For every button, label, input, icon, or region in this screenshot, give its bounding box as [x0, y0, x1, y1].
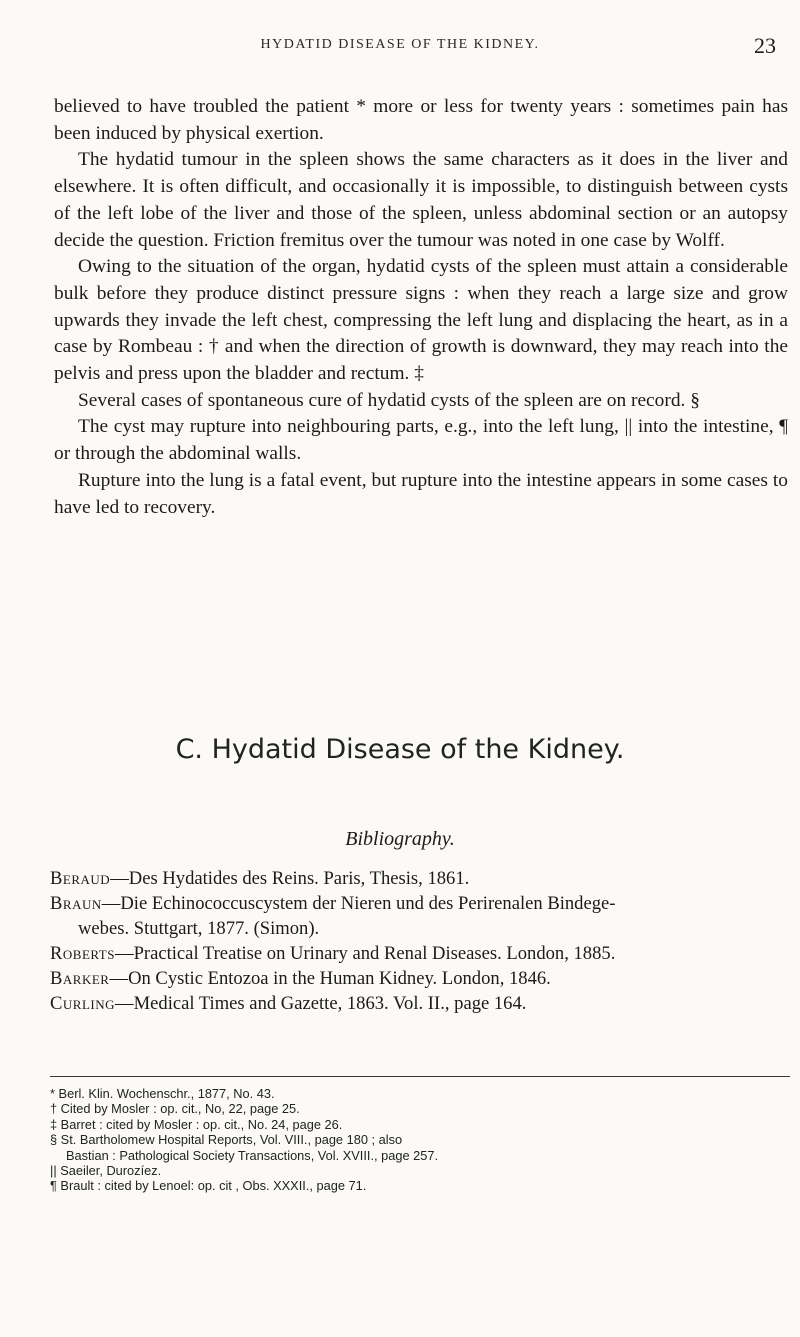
- bibliography-list: [50, 866, 790, 1016]
- bibliography-continuation: webes. Stuttgart, 1877. (Simon).: [78, 918, 320, 939]
- section-heading: C. Hydatid Disease of the Kidney.: [175, 734, 625, 765]
- bibliography-text: —On Cystic Entozoa in the Human Kidney. London, 1846.: [109, 968, 551, 989]
- bibliography-text: —Practical Treatise on Urinary and Renal Diseases. London, 1885.: [114, 943, 616, 964]
- footnote: * Berl. Klin. Wochenschr., 1877, No. 43.: [50, 1086, 275, 1101]
- running-head: [0, 33, 800, 63]
- footnotes: [50, 1086, 790, 1194]
- bibliography-entry: [50, 991, 790, 1016]
- footnote: || Saeiler, Durozíez.: [50, 1163, 162, 1179]
- bibliography-text: —Des Hydatides des Reins. Paris, Thesis, 1861.: [110, 868, 470, 889]
- bibliography-author: Braun: [50, 893, 102, 914]
- footnote: § St. Bartholomew Hospital Reports, Vol. VIII., page 180 ; also: [50, 1132, 403, 1148]
- footnote-continuation: Bastian : Pathological Society Transactions, Vol. XVIII., page 257.: [66, 1147, 439, 1163]
- paragraph: Rupture into the lung is a fatal event, but rupture into the intestine appears in some cases to have led to recovery.: [54, 469, 788, 518]
- footnote: ¶ Brault : cited by Lenoel: op. cit , Obs. XXXII., page 71.: [50, 1178, 367, 1194]
- footnote: ‡ Barret : cited by Mosler : op. cit., No. 24, page 26.: [50, 1116, 343, 1132]
- bibliography-author: Roberts: [50, 943, 115, 964]
- running-title: HYDATID DISEASE OF THE KIDNEY.: [260, 37, 540, 52]
- bibliography-heading: Bibliography.: [345, 828, 455, 850]
- bibliography-entry: [50, 966, 790, 991]
- paragraph: Owing to the situation of the organ, hydatid cysts of the spleen must attain a considerable bulk before they produce distinct pressure signs : when they reach a large size and grow upwards they invade the left chest, compressing the left lung and displacing the heart, as in a case by Rombeau : † and when the direction of growth is downward, they may reach into the pelvis and press upon the bladder and rectum. ‡: [54, 256, 788, 385]
- paragraph: The hydatid tumour in the spleen shows the same characters as it does in the liver and elsewhere. It is often difficult, and occasionally it is impossible, to distinguish between cysts of the left lobe of the liver and those of the spleen, unless abdominal section or an autopsy decide the question. Friction fremitus over the tumour was noted in one case by Wolff.: [54, 149, 788, 251]
- bibliography-author: Barker: [50, 968, 110, 989]
- bibliography-entry: [50, 941, 790, 966]
- footnote-divider: [50, 1076, 790, 1077]
- paragraph: believed to have troubled the patient * more or less for twenty years : sometimes pain has been induced by physical exertion.: [54, 96, 788, 144]
- bibliography-entry: [50, 866, 790, 891]
- bibliography-author: Beraud: [50, 868, 111, 889]
- bibliography-entry: [50, 891, 790, 941]
- footnote: † Cited by Mosler : op. cit., No, 22, page 25.: [50, 1101, 300, 1117]
- bibliography-author: Curling: [50, 993, 116, 1014]
- body-text: [54, 94, 788, 521]
- bibliography-text: —Medical Times and Gazette, 1863. Vol. II., page 164.: [115, 993, 527, 1014]
- paragraph: The cyst may rupture into neighbouring parts, e.g., into the left lung, || into the intestine, ¶ or through the abdominal walls.: [54, 416, 788, 465]
- paragraph: Several cases of spontaneous cure of hydatid cysts of the spleen are on record. §: [78, 389, 700, 411]
- page-number: 23: [754, 33, 776, 58]
- bibliography-text: —Die Echinococcuscystem der Nieren und des Perirenalen Bindege-: [101, 893, 616, 914]
